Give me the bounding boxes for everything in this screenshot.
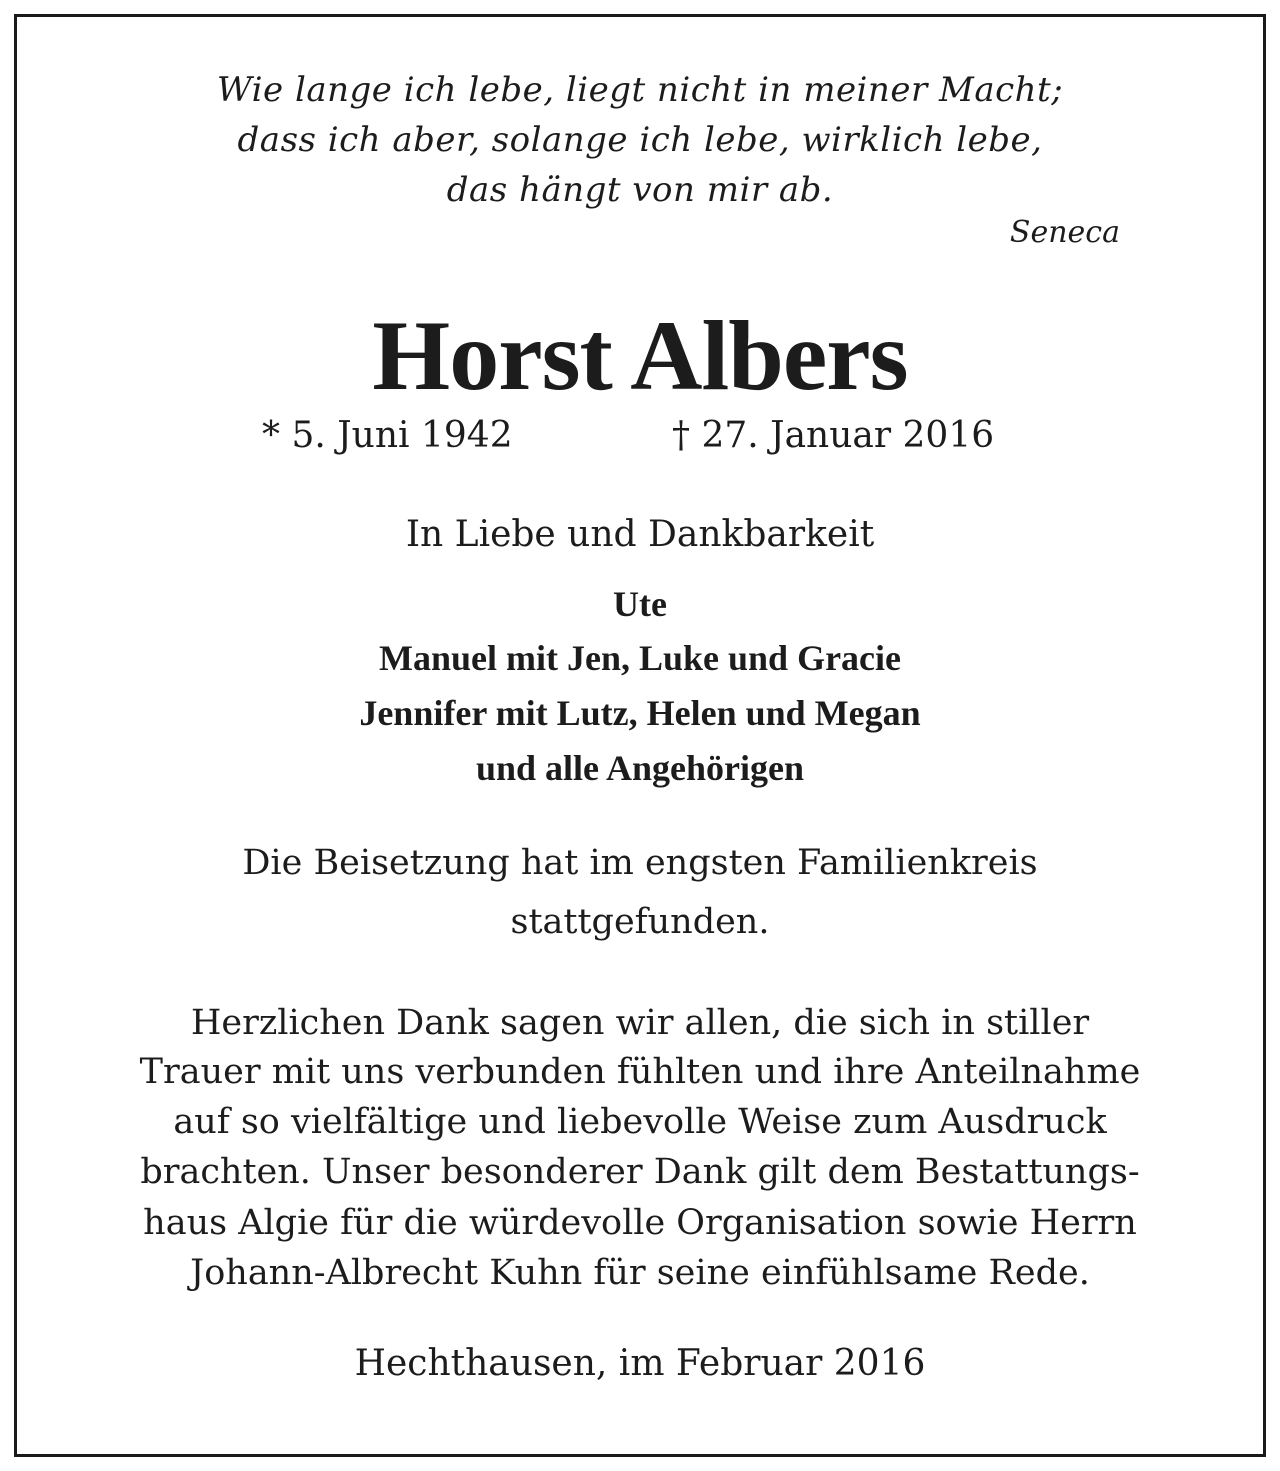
death-date: † 27. Januar 2016: [672, 415, 995, 456]
quote-line: dass ich aber, solange ich lebe, wirklich lebe,: [237, 120, 1043, 160]
birth-date: * 5. Juni 1942: [262, 415, 513, 456]
quote-author: Seneca: [1009, 215, 1120, 250]
burial-text-line: Die Beisetzung hat im engsten Familienkreis: [242, 843, 1038, 883]
thanks-text-line: auf so vielfältige und liebevolle Weise zum Ausdruck: [173, 1102, 1107, 1142]
thanks-text-line: Trauer mit uns verbunden fühlten und ihre Anteilnahme: [139, 1052, 1141, 1092]
mourners-intro: In Liebe und Dankbarkeit: [405, 514, 875, 555]
mourner-name: und alle Angehörigen: [475, 748, 805, 788]
thanks-text-line: Johann-Albrecht Kuhn für seine einfühlsame Rede.: [190, 1253, 1090, 1293]
quote-line: das hängt von mir ab.: [446, 170, 834, 210]
place-date: Hechthausen, im Februar 2016: [354, 1343, 926, 1384]
mourner-name: Ute: [613, 584, 667, 624]
deceased-name: Horst Albers: [372, 300, 908, 411]
thanks-text-line: haus Algie für die würdevolle Organisation sowie Herrn: [143, 1203, 1137, 1243]
mourner-name: Jennifer mit Lutz, Helen und Megan: [359, 693, 921, 733]
thanks-text-line: Herzlichen Dank sagen wir allen, die sich in stiller: [190, 1003, 1090, 1043]
quote-line: Wie lange ich lebe, liegt nicht in meiner Macht;: [216, 70, 1064, 110]
burial-text-line: stattgefunden.: [510, 902, 770, 942]
thanks-text-line: brachten. Unser besonderer Dank gilt dem Bestattungs-: [140, 1152, 1140, 1192]
mourner-name: Manuel mit Jen, Luke und Gracie: [378, 638, 902, 678]
